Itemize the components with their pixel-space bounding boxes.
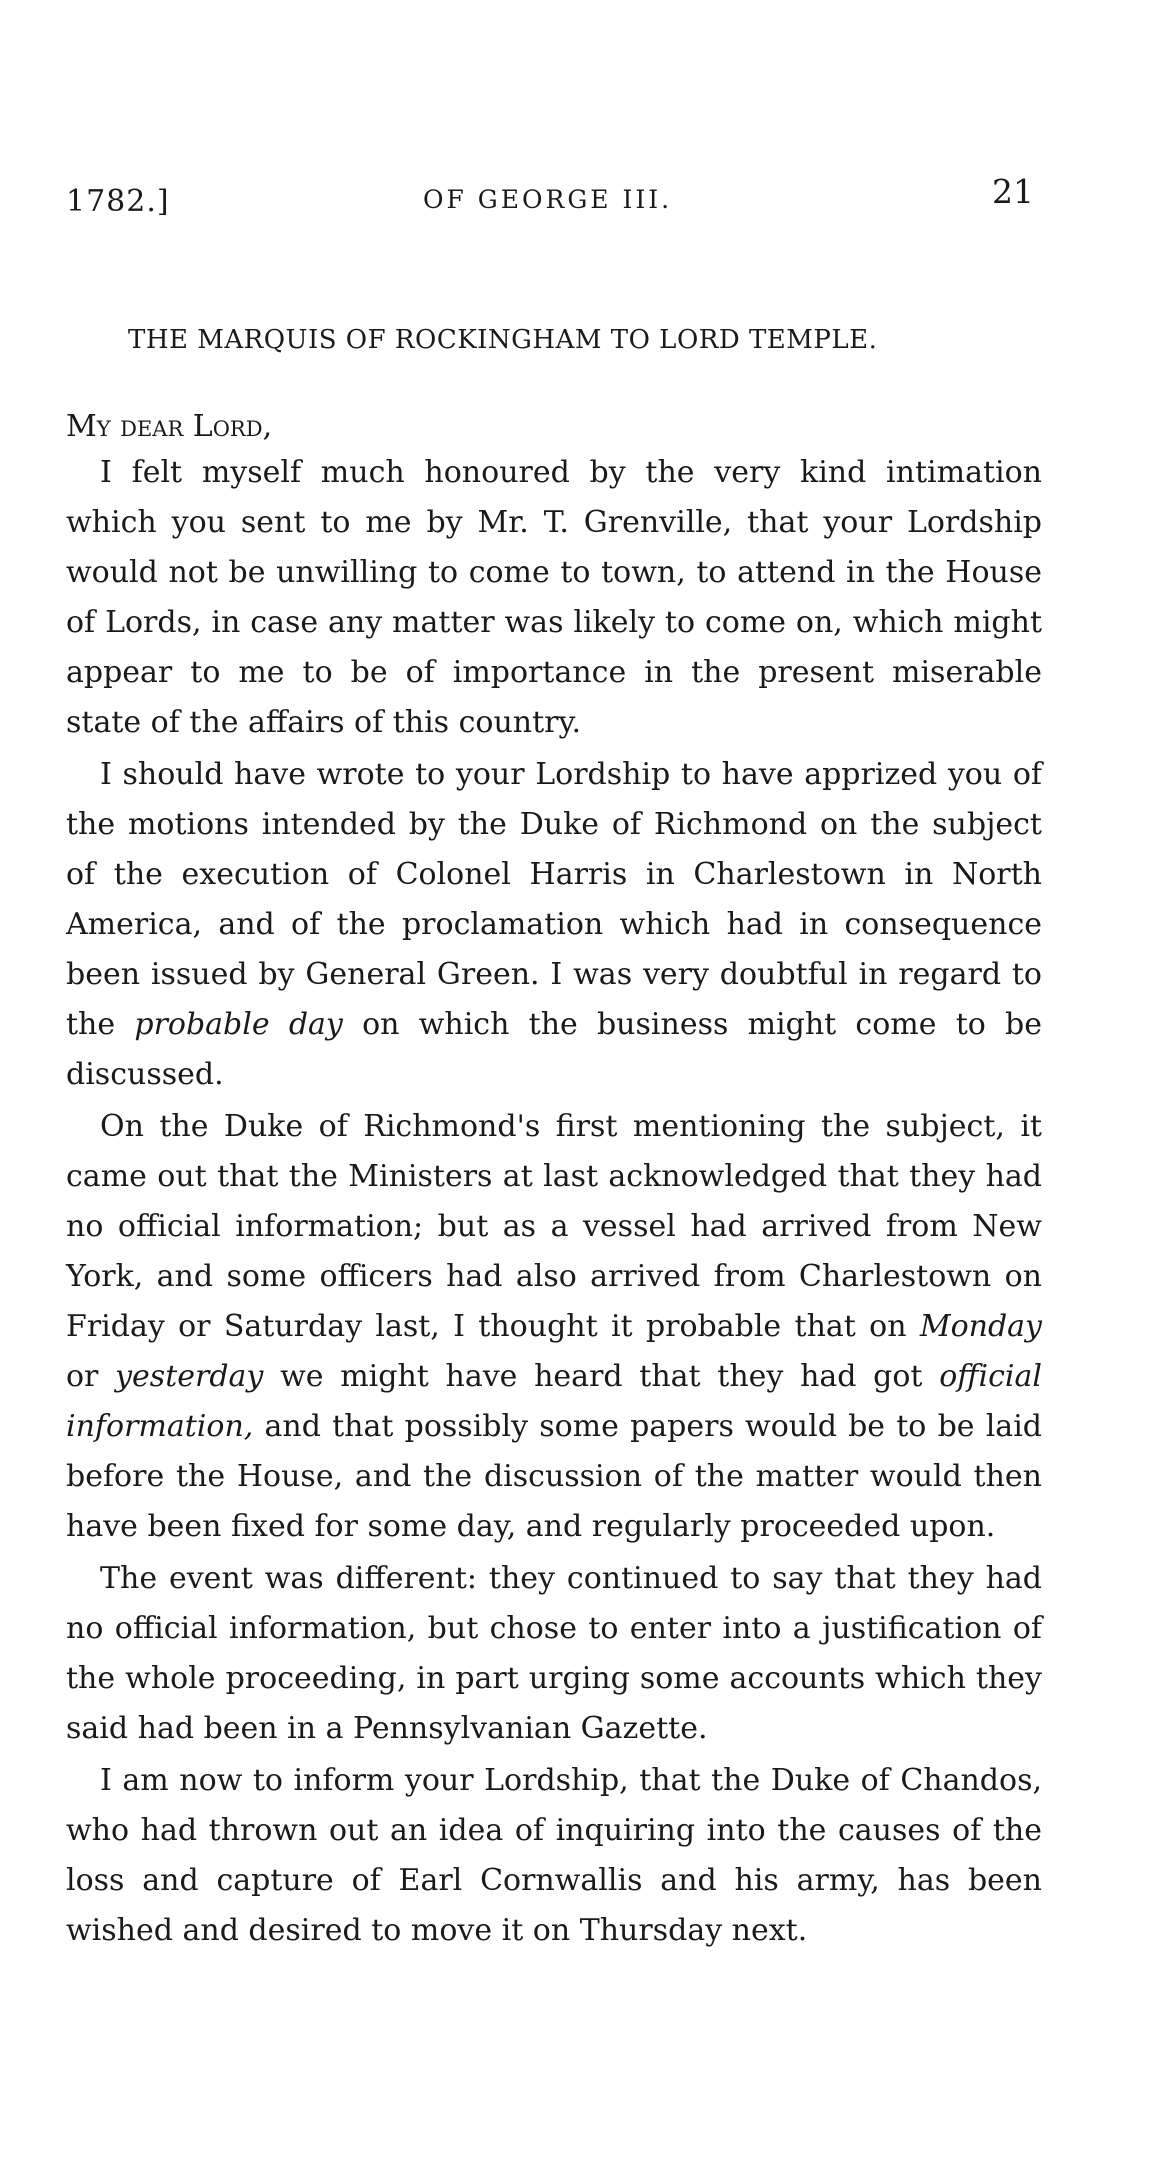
letter-salutation: My dear Lord, — [66, 409, 273, 444]
paragraph-2 — [66, 750, 1042, 1100]
running-head-title: OF GEORGE III. — [423, 185, 673, 214]
paragraph-5 — [66, 1756, 1042, 1956]
paragraph-2-text-b: on which the business might come to be discussed. — [66, 1006, 1043, 1092]
running-head — [66, 172, 1042, 235]
paragraph-3-text-a: On the Duke of Richmond's first mentioning the subject, it came out that the Ministers at last acknowledged that they had no official information; but as a vessel had arrived from New York, and some officers had also arrived from Charlestown on Friday or Saturday last, I thought it probable that on — [66, 1108, 1042, 1344]
paragraph-1 — [66, 448, 1042, 748]
running-head-year: 1782.] — [66, 184, 170, 219]
letter-body — [66, 448, 1042, 1956]
paragraph-3-italic-monday: Monday — [919, 1308, 1042, 1344]
paragraph-4-text: The event was different: they continued to say that they had no official information, but chose to enter into a justification of the whole proceeding, in part urging some accounts which they said had been in a Pennsylvanian Gazette. — [66, 1560, 1042, 1746]
paragraph-1-text: I felt myself much honoured by the very kind intimation which you sent to me by Mr. T. Grenville, that your Lordship would not be unwilling to come to town, to attend in the House of Lords, in case any matter was likely to come on, which might appear to me to be of importance in the present miserable state of the affairs of this country. — [66, 454, 1042, 740]
paragraph-2-text-a: I should have wrote to your Lordship to have apprized you of the motions intended by the Duke of Richmond on the subject of the execution of Colonel Harris in Charlestown in North America, and of the proclamation which had in consequence been issued by General Green. I was very doubtful in regard to the — [66, 756, 1042, 1042]
paragraph-3 — [66, 1102, 1042, 1552]
paragraph-5-text: I am now to inform your Lordship, that the Duke of Chandos, who had thrown out an idea of inquiring into the causes of the loss and capture of Earl Cornwallis and his army, has been wished and desired to move it on Thursday next. — [66, 1762, 1042, 1948]
page-number: 21 — [992, 172, 1034, 211]
paragraph-3-text-b: or — [66, 1358, 116, 1394]
paragraph-3-text-d: and that possibly some papers would be to be laid before the House, and the discussion of the matter would then have been fixed for some day, and regularly proceeded upon. — [66, 1408, 1042, 1544]
paragraph-3-italic-official-information: official information, — [66, 1358, 1042, 1444]
paragraph-4 — [66, 1554, 1042, 1754]
paragraph-3-italic-yesterday: yesterday — [115, 1358, 264, 1394]
book-page — [66, 172, 1043, 1956]
paragraph-3-text-c: we might have heard that they had got — [263, 1358, 940, 1394]
letter-heading: THE MARQUIS OF ROCKINGHAM TO LORD TEMPLE. — [128, 325, 878, 355]
paragraph-2-italic-probable-day: probable day — [134, 1006, 343, 1042]
